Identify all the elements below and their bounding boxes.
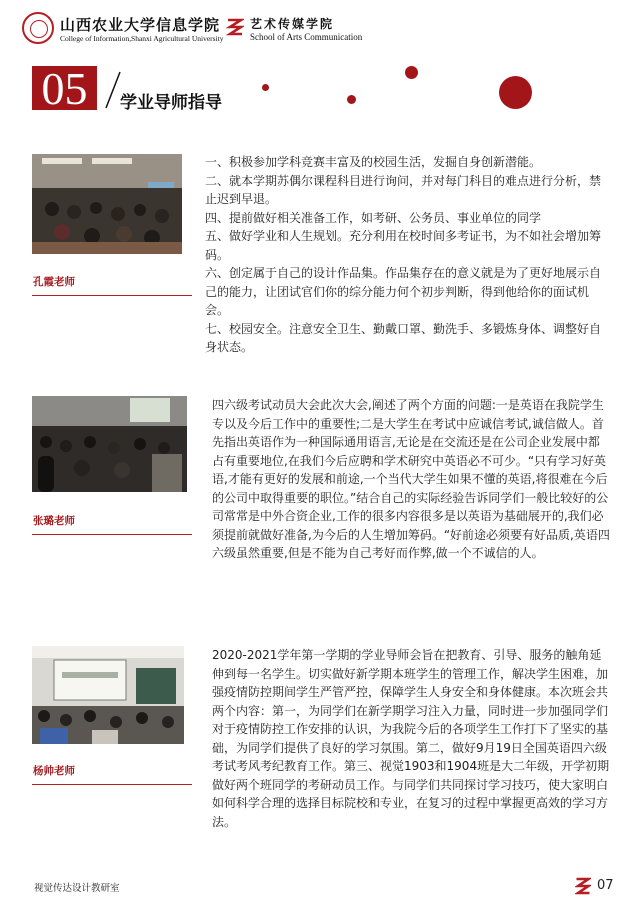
classroom-photo-1 <box>32 154 182 254</box>
paragraph: 六、创定属于自己的设计作品集。作品集存在的意义就是为了更好地展示自己的能力，让团试官们你的综分能力何个初步判断，得到他给你的面试机会。 <box>205 266 602 317</box>
footer-department: 视觉传达设计教研室 <box>34 883 120 894</box>
paragraph: 2020-2021学年第一学期的学业导师会旨在把教育、引导、服务的触角延伸到每一名学生。切实做好新学期本班学生的管理工作，解决学生困难，加强疫情防控期间学生严管严控，保障学生人身安全和身体健康。本次班会共两个内容：第一，为同学们在新学期学习注入力量，同时进一步加强同学们对于疫情防控工作安排的认识，为我院今后的各项学生工作打下了坚实的基础，为同学们提供了良好的学习氛围。第二，做好9月19日全国英语四六级考试考风考纪教育工作。第三、视觉1903和1904班是大二年级，开学初期做好两个班同学的考研动员工作。与同学们共同探讨学习技巧，使大家明白如何科学合理的选择目标院校和专业，在复习的过程中掌握更高效的学习方法。 <box>212 648 610 829</box>
paragraph: 七、校园安全。注意安全卫生、勤戴口罩、勤洗手、多锻炼身体、调整好自身状态。 <box>205 321 602 354</box>
teacher-divider <box>32 295 192 296</box>
paragraph: 二、就本学期苏偶尔课程科目进行询问，并对每门科目的难点进行分析，禁止迟到早退。 <box>205 173 602 206</box>
teacher-divider <box>32 534 192 535</box>
page-number: 07 <box>597 878 614 893</box>
school-name: 艺术传媒学院 <box>250 17 335 31</box>
decorative-dot <box>499 76 532 109</box>
paragraph: 五、做好学业和人生规划。充分利用在校时间多考证书，为不如社会增加筹码。 <box>205 229 602 262</box>
entry-text-2 <box>212 396 610 563</box>
university-seal-logo <box>22 12 54 44</box>
decorative-dot <box>262 84 269 91</box>
school-name-en: School of Arts Communication <box>250 32 363 42</box>
decorative-dot <box>405 66 418 79</box>
section-number: 05 <box>32 66 97 110</box>
paragraph: 四六级考试动员大会此次大会,阐述了两个方面的问题:一是英语在我院学生专以及今后工作中的重要性;二是大学生在考试中应诚信考试,诚信做人。首先指出英语作为一种国际通用语言,无论是在交流还是在公司企业发展中都占有重要地位,在我们今后应聘和学术研究中英语必不可少。“只有学习好英语,才能有更好的发展和前途,一个当代大学生如果不懂的英语,将很难在今后的公司中取得重要的职位。”结合自己的实际经验告诉同学们一般比较好的公司常常是中外合资企业,工作的很多内容很多是以英语为基础展开的,我们必须提前就做好准备,为今后的人生增加筹码。“好前途必须要有好品质,英语四六级虽然重要,但是不能为自己考好而作弊,做一个不诚信的人。 <box>212 398 610 560</box>
page-logo-icon <box>575 876 591 898</box>
section-title: 学业导师指导 <box>120 93 222 113</box>
paragraph: 四、提前做好相关准备工作，如考研、公务员、事业单位的同学 <box>205 210 542 225</box>
teacher-divider <box>32 784 192 785</box>
entry-text-1 <box>205 153 610 357</box>
paragraph: 一、积极参加学科竞赛丰富及的校园生活，发掘自身创新潜能。 <box>205 155 542 169</box>
classroom-photo-2 <box>32 396 187 492</box>
entry-text-3 <box>212 646 610 831</box>
university-name-en: College of Information,Shanxi Agricultural University <box>60 34 224 43</box>
decorative-dot <box>347 95 356 104</box>
teacher-name: 孔霞老师 <box>33 276 75 288</box>
school-logo-icon <box>226 17 244 39</box>
university-name: 山西农业大学信息学院 <box>60 16 221 34</box>
teacher-name: 张璐老师 <box>33 515 75 527</box>
teacher-name: 杨帅老师 <box>33 765 75 777</box>
classroom-photo-3 <box>32 646 184 744</box>
